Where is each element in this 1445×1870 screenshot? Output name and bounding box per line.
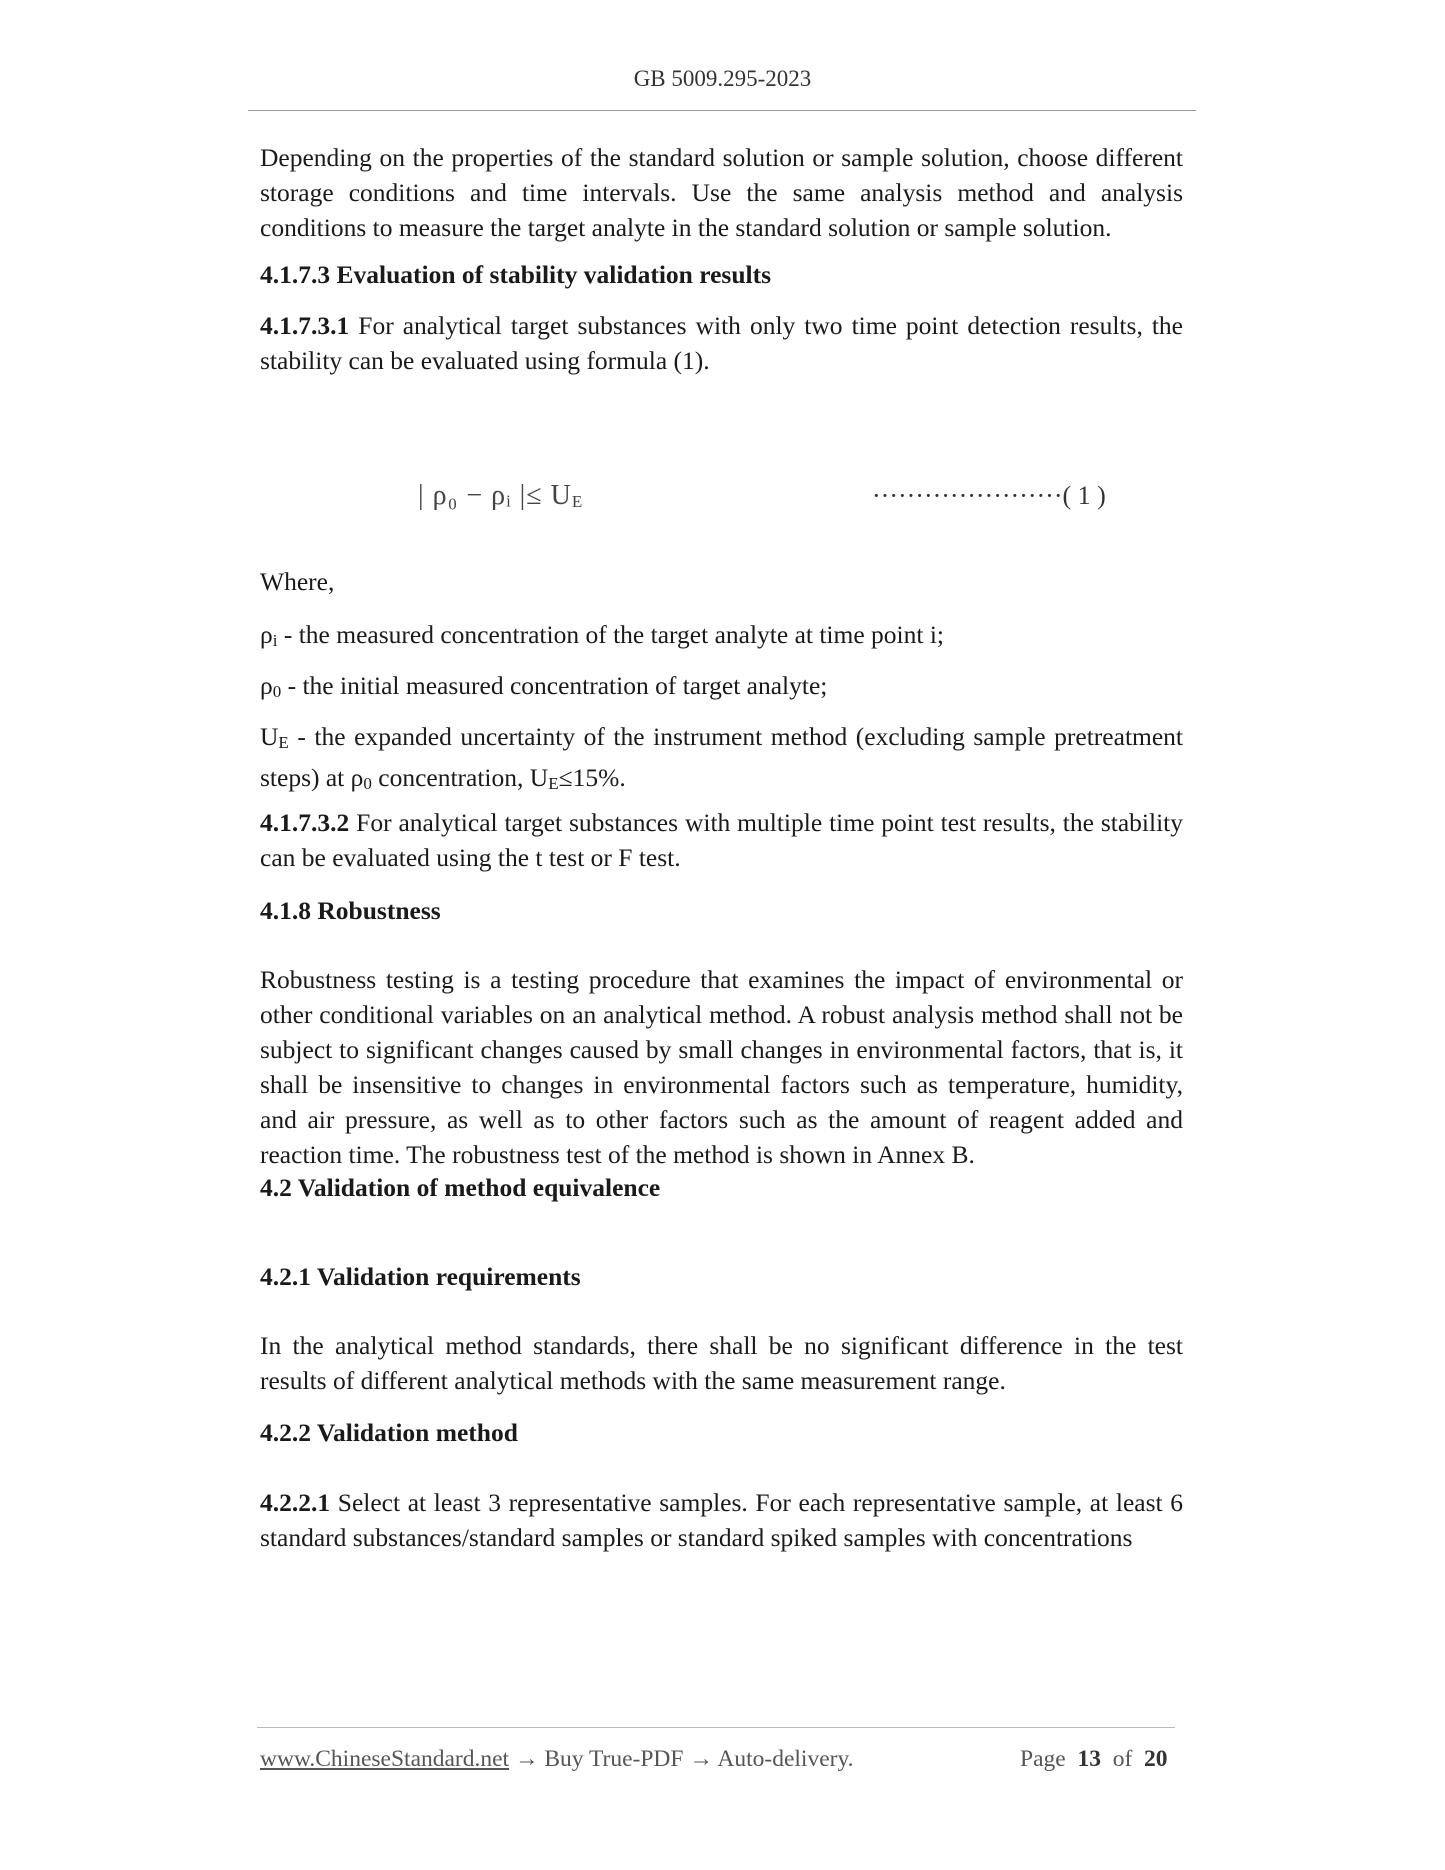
clause-text: For analytical target substances with multiple time point test results, the stability can be evaluated using the t test or F test.	[260, 808, 1183, 872]
heading-4-2-2: 4.2.2 Validation method	[260, 1418, 518, 1447]
heading-4-2-1: 4.2.1 Validation requirements	[260, 1262, 581, 1291]
page-total: 20	[1144, 1746, 1168, 1772]
definition-text: ≤15%.	[558, 763, 626, 792]
formula-expression-subscript: E	[571, 492, 584, 511]
heading-4-1-8: 4.1.8 Robustness	[260, 896, 441, 925]
formula-expression-main: | ρ₀ − ρᵢ |≤ U	[418, 480, 572, 511]
definition-text: - the measured concentration of the target analyte at time point i;	[283, 620, 945, 649]
page-indicator	[1020, 1746, 1168, 1773]
clause-text: Select at least 3 representative samples. For each representative sample, at least 6 standard substances/standard samples or standard spiked samples with concentrations	[260, 1488, 1183, 1552]
symbol-u: U	[260, 722, 279, 751]
page-current: 13	[1077, 1746, 1101, 1772]
paragraph-4-2-2-1	[260, 1485, 1183, 1555]
clause-number: 4.2.2.1	[260, 1488, 331, 1517]
paragraph-4-1-7-3-2	[260, 805, 1183, 875]
symbol-subscript: E	[548, 774, 559, 793]
symbol-rho: ρ	[260, 671, 273, 700]
clause-number: 4.1.7.3.1	[260, 311, 350, 340]
header-divider	[248, 110, 1196, 111]
intro-paragraph: Depending on the properties of the standard solution or sample solution, choose different storage conditions and time intervals. Use the same analysis method and analysis conditions to measure the target analyte in the standard solution or sample solution.	[260, 143, 1183, 242]
symbol-subscript: i	[272, 631, 278, 650]
formula-expression	[418, 478, 583, 519]
robustness-paragraph: Robustness testing is a testing procedure that examines the impact of environmental or other conditional variables on an analytical method. A robust analysis method shall not be subject to significant changes caused by small changes in environmental factors, that is, it shall be insensitive to changes in environmental factors such as temperature, humidity, and air pressure, as well as to other factors such as the amount of reagent added and reaction time. The robustness test of the method is shown in Annex B.	[260, 965, 1183, 1169]
formula-number: ······················( 1 )	[872, 481, 1106, 510]
definition-text: - the expanded uncertainty of the instrument method (excluding sample pretreatment steps) at ρ	[260, 722, 1184, 792]
symbol-subscript: 0	[272, 682, 282, 701]
heading-4-2: 4.2 Validation of method equivalence	[260, 1173, 661, 1202]
site-link[interactable]: www.ChineseStandard.net	[260, 1746, 510, 1772]
definition-text: concentration, U	[378, 763, 549, 792]
requirements-paragraph: In the analytical method standards, there shall be no significant difference in the test results of different analytical methods with the same measurement range.	[260, 1331, 1183, 1395]
clause-text: For analytical target substances with only two time point detection results, the stability can be evaluated using formula (1).	[260, 311, 1184, 375]
symbol-subscript: 0	[363, 774, 372, 793]
definition-ue	[260, 719, 1183, 801]
definition-text: - the initial measured concentration of target analyte;	[287, 671, 828, 700]
document-header-title: GB 5009.295-2023	[633, 66, 812, 91]
footer-divider	[257, 1727, 1175, 1728]
paragraph-4-1-7-3-1	[260, 308, 1183, 378]
footer-tagline: → Buy True-PDF → Auto-delivery.	[509, 1746, 854, 1772]
formula-1	[260, 478, 1183, 518]
definition-rho-0	[260, 668, 1183, 709]
clause-number: 4.1.7.3.2	[260, 808, 350, 837]
symbol-rho: ρ	[260, 620, 273, 649]
definition-rho-i	[260, 617, 1183, 658]
where-label: Where,	[260, 567, 335, 596]
page-label: Page	[1020, 1746, 1066, 1772]
page-of-label: of	[1112, 1746, 1133, 1772]
heading-4-1-7-3: 4.1.7.3 Evaluation of stability validation results	[260, 260, 772, 289]
footer-promo	[260, 1746, 854, 1773]
symbol-subscript: E	[278, 733, 289, 752]
